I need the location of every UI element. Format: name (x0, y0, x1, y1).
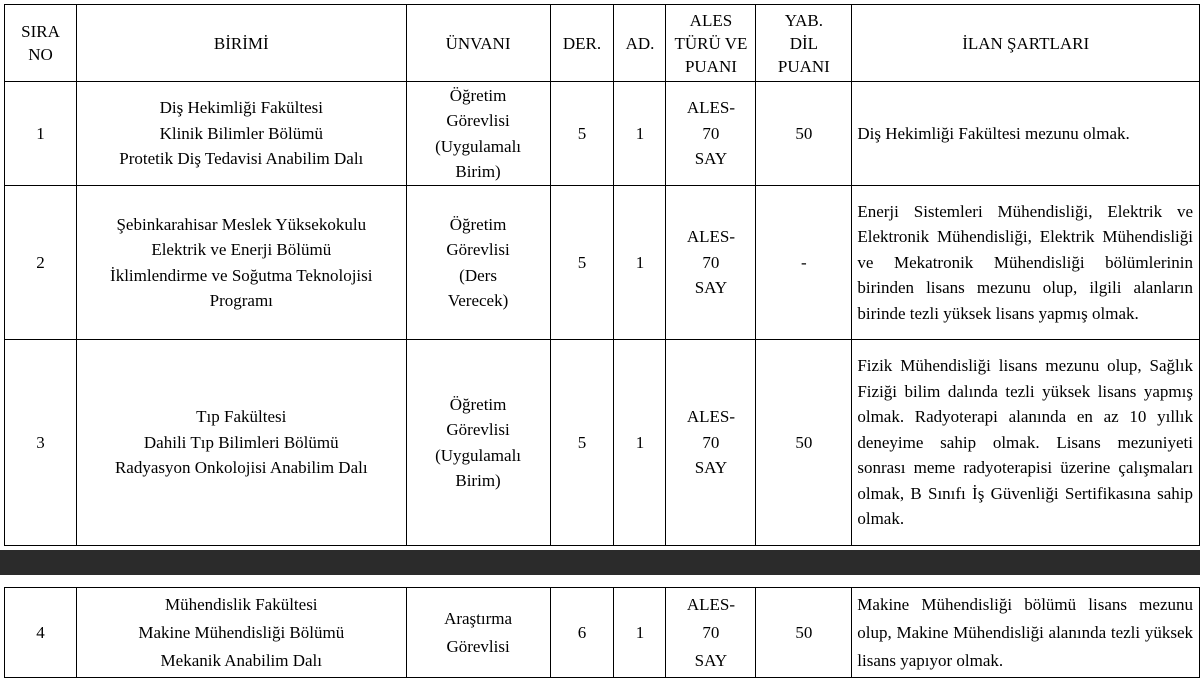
page-break-band (0, 550, 1200, 575)
cell-der: 5 (550, 186, 614, 340)
header-ales: ALES TÜRÜ VE PUANI (666, 5, 756, 82)
cell-unvan: Öğretim Görevlisi (Uygulamalı Birim) (406, 82, 550, 186)
cell-ad: 1 (614, 340, 666, 546)
header-ilan-sartlari: İLAN ŞARTLARI (852, 5, 1200, 82)
cell-unvan: Araştırma Görevlisi (406, 588, 550, 678)
header-unvani: ÜNVANI (406, 5, 550, 82)
cell-no: 3 (5, 340, 77, 546)
cell-birim: Diş Hekimliği Fakültesi Klinik Bilimler Bölümü Protetik Diş Tedavisi Anabilim Dalı (76, 82, 406, 186)
cell-der: 5 (550, 82, 614, 186)
header-sira-no: SIRA NO (5, 5, 77, 82)
header-der: DER. (550, 5, 614, 82)
header-birimi: BİRİMİ (76, 5, 406, 82)
cell-der: 5 (550, 340, 614, 546)
cell-birim: Tıp Fakültesi Dahili Tıp Bilimleri Bölümü Radyasyon Onkolojisi Anabilim Dalı (76, 340, 406, 546)
cell-yab-dil: - (756, 186, 852, 340)
cell-unvan: Öğretim Görevlisi (Uygulamalı Birim) (406, 340, 550, 546)
table-row (5, 82, 1200, 186)
job-listing-table-continued (4, 587, 1200, 678)
cell-ales: ALES- 70 SAY (666, 186, 756, 340)
cell-no: 2 (5, 186, 77, 340)
table-row (5, 186, 1200, 340)
cell-yab-dil: 50 (756, 588, 852, 678)
cell-yab-dil: 50 (756, 340, 852, 546)
cell-no: 4 (5, 588, 77, 678)
cell-birim: Mühendislik Fakültesi Makine Mühendisliği Bölümü Mekanik Anabilim Dalı (76, 588, 406, 678)
table-row (5, 340, 1200, 546)
job-listing-table (4, 4, 1200, 546)
header-ad: AD. (614, 5, 666, 82)
header-row (5, 5, 1200, 82)
cell-ad: 1 (614, 588, 666, 678)
cell-ad: 1 (614, 82, 666, 186)
cell-birim: Şebinkarahisar Meslek Yüksekokulu Elektrik ve Enerji Bölümü İklimlendirme ve Soğutma Teknolojisi Programı (76, 186, 406, 340)
cell-unvan: Öğretim Görevlisi (Ders Verecek) (406, 186, 550, 340)
header-yab-dil: YAB. DİL PUANI (756, 5, 852, 82)
cell-sartlar: Diş Hekimliği Fakültesi mezunu olmak. (852, 82, 1200, 186)
cell-ad: 1 (614, 186, 666, 340)
cell-sartlar: Makine Mühendisliği bölümü lisans mezunu olup, Makine Mühendisliği alanında tezli yüksek lisans yapıyor olmak. (852, 588, 1200, 678)
cell-der: 6 (550, 588, 614, 678)
cell-yab-dil: 50 (756, 82, 852, 186)
cell-ales: ALES- 70 SAY (666, 340, 756, 546)
cell-ales: ALES- 70 SAY (666, 588, 756, 678)
cell-ales: ALES- 70 SAY (666, 82, 756, 186)
cell-sartlar: Fizik Mühendisliği lisans mezunu olup, Sağlık Fiziği bilim dalında tezli yüksek lisans yapmış olmak. Radyoterapi alanında en az 10 yıllık deneyime sahip olmak. Lisans mezuniyeti sonrası meme radyoterapisi üzerine çalışmaları olmak, B Sınıfı İş Güvenliği Sertifikasına sahip olmak. (852, 340, 1200, 546)
table-row (5, 588, 1200, 678)
cell-sartlar: Enerji Sistemleri Mühendisliği, Elektrik ve Elektronik Mühendisliği, Elektrik Mühendisliği ve Mekatronik Mühendisliği bölümlerinin birinden lisans mezunu olup, ilgili alanların birinde tezli yüksek lisans yapmış olmak. (852, 186, 1200, 340)
cell-no: 1 (5, 82, 77, 186)
